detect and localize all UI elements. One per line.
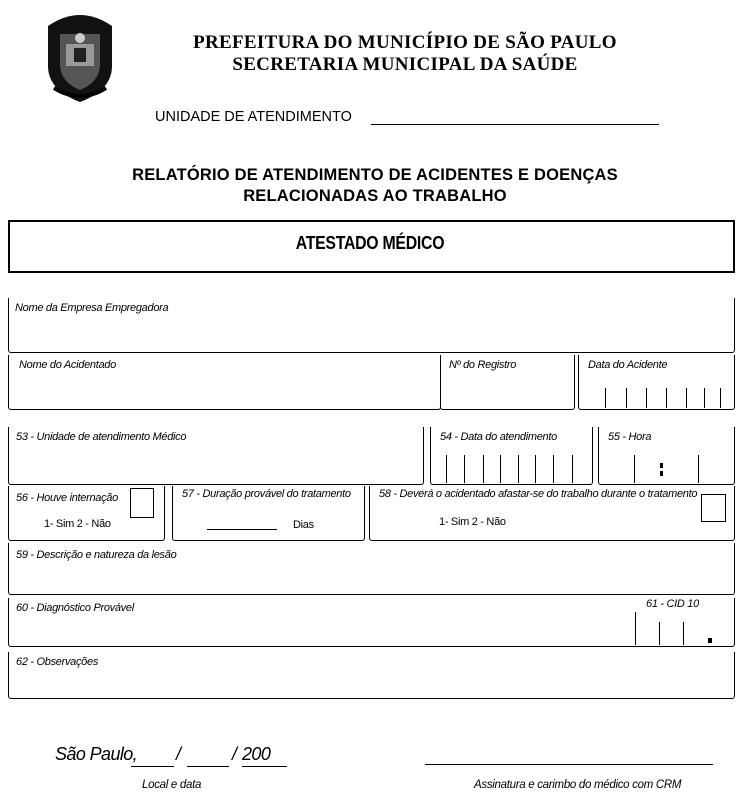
diagnostico-label: 60 - Diagnóstico Provável	[16, 602, 134, 614]
date-slash-2: /	[232, 744, 237, 764]
observacoes-label: 62 - Observações	[16, 656, 99, 668]
section-title: ATESTADO MÉDICO	[295, 233, 445, 253]
descricao-label: 59 - Descrição e natureza da lesão	[16, 549, 177, 561]
report-title-line1: RELATÓRIO DE ATENDIMENTO DE ACIDENTES E DOENÇAS	[132, 166, 618, 184]
unidade-label: UNIDADE DE ATENDIMENTO	[155, 109, 352, 125]
unidade-medico-label: 53 - Unidade de atendimento Médico	[16, 431, 187, 443]
afastar-options: 1- Sim 2 - Não	[439, 516, 506, 528]
hora-ticks	[598, 455, 735, 485]
cid-ticks[interactable]	[630, 612, 730, 647]
cid-label: 61 - CID 10	[646, 598, 699, 610]
place-label: São Paulo,	[55, 744, 138, 764]
header-secretariat: SECRETARIA MUNICIPAL DA SAÚDE	[232, 54, 578, 75]
registro-label: Nº do Registro	[449, 359, 517, 371]
header-municipality: PREFEITURA DO MUNICÍPIO DE SÃO PAULO	[193, 32, 617, 53]
day-line[interactable]	[131, 766, 174, 767]
observacoes-field[interactable]	[8, 652, 735, 699]
afastar-checkbox[interactable]	[701, 494, 726, 522]
unidade-input-line[interactable]	[371, 124, 659, 125]
month-line[interactable]	[187, 766, 229, 767]
signature-line[interactable]	[425, 764, 713, 765]
internacao-options: 1- Sim 2 - Não	[44, 518, 111, 530]
duracao-input-line[interactable]	[207, 529, 277, 530]
year-line[interactable]	[242, 766, 287, 767]
data-atendimento-ticks	[430, 455, 593, 485]
year-prefix: 200	[242, 744, 271, 764]
internacao-label: 56 - Houve internação	[16, 492, 118, 504]
duracao-label: 57 - Duração provável do tratamento	[182, 488, 351, 500]
duracao-unit: Dias	[293, 519, 314, 531]
data-acidente-ticks	[578, 388, 735, 410]
data-atendimento-label: 54 - Data do atendimento	[440, 431, 557, 443]
report-title-line2: RELACIONADAS AO TRABALHO	[243, 187, 507, 205]
local-data-caption: Local e data	[142, 779, 202, 791]
hora-label: 55 - Hora	[608, 431, 652, 443]
data-acidente-label: Data do Acidente	[588, 359, 668, 371]
afastar-label: 58 - Deverá o acidentado afastar-se do trabalho durante o tratamento	[379, 488, 698, 500]
acidentado-label: Nome do Acidentado	[19, 359, 116, 371]
empresa-label: Nome da Empresa Empregadora	[15, 302, 169, 314]
signature-caption: Assinatura e carimbo do médico com CRM	[474, 779, 682, 791]
date-slash-1: /	[176, 744, 181, 764]
internacao-checkbox[interactable]	[130, 488, 154, 518]
